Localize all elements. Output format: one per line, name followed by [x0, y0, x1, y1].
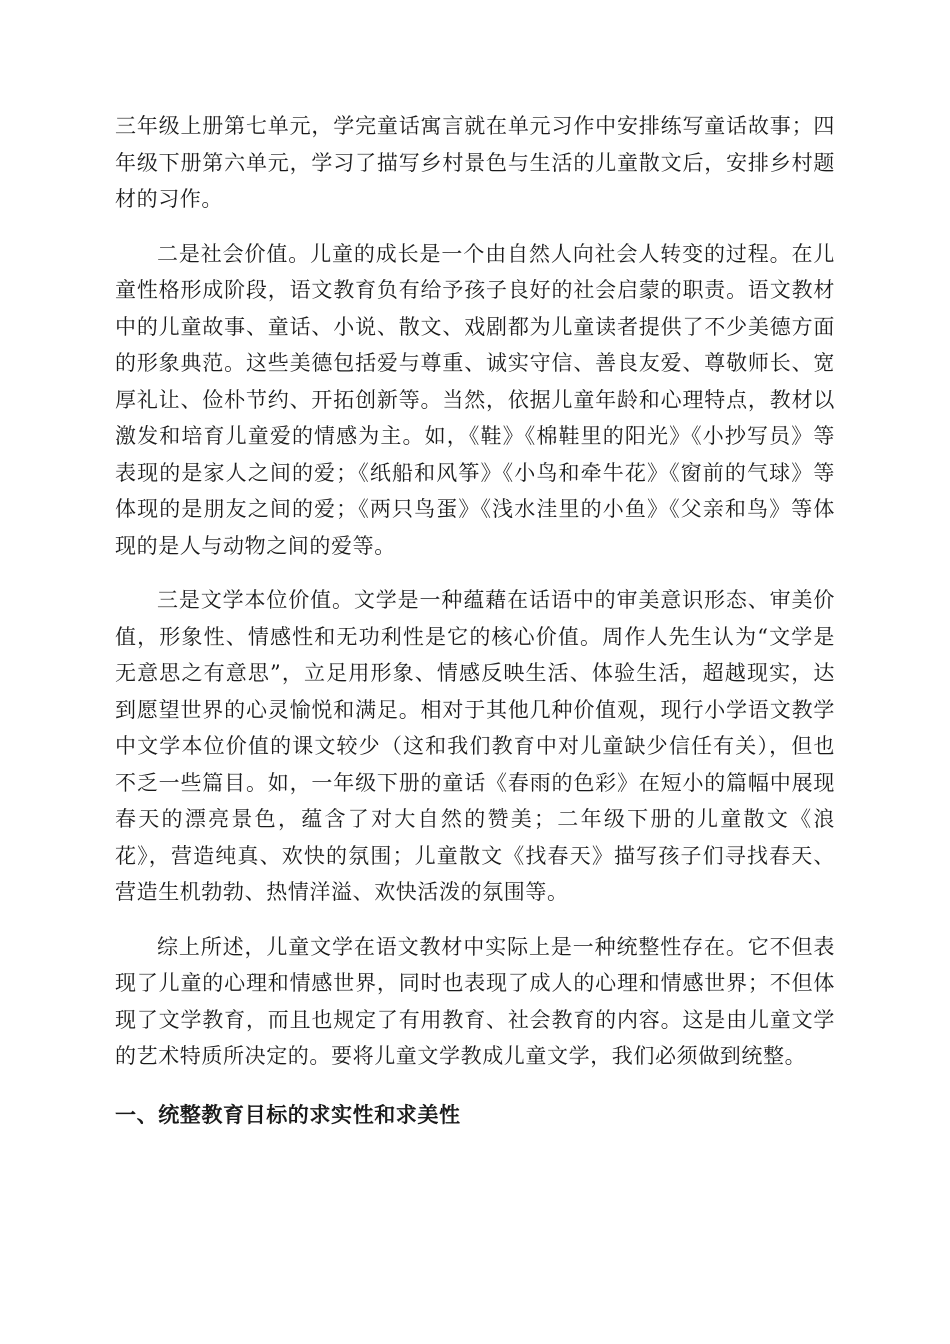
section-heading: 一、统整教育目标的求实性和求美性 — [115, 1101, 461, 1127]
paragraph-summary: 综上所述，儿童文学在语文教材中实际上是一种统整性存在。它不但表现了儿童的心理和情感世界，同时也表现了成人的心理和情感世界；不但体现了文学教育，而且也规定了有用教育、社会教育的内容。这是由儿童文学的艺术特质所决定的。要将儿童文学教成儿童文学，我们必须做到统整。 — [115, 934, 835, 1068]
document-page — [115, 108, 835, 1133]
paragraph-social-value: 二是社会价值。儿童的成长是一个由自然人向社会人转变的过程。在儿童性格形成阶段，语文教育负有给予孩子良好的社会启蒙的职责。语文教材中的儿童故事、童话、小说、散文、戏剧都为儿童读者提供了不少美德方面的形象典范。这些美德包括爱与尊重、诚实守信、善良友爱、尊敬师长、宽厚礼让、俭朴节约、开拓创新等。当然，依据儿童年龄和心理特点，教材以激发和培育儿童爱的情感为主。如，《鞋》《棉鞋里的阳光》《小抄写员》等表现的是家人之间的爱；《纸船和风筝》《小鸟和牵牛花》《窗前的气球》等体现的是朋友之间的爱；《两只鸟蛋》《浅水洼里的小鱼》《父亲和鸟》等体现的是人与动物之间的爱等。 — [115, 241, 835, 558]
paragraph-literary-value: 三是文学本位价值。文学是一种蕴藉在话语中的审美意识形态、审美价值，形象性、情感性和无功利性是它的核心价值。周作人先生认为“文学是无意思之有意思”，立足用形象、情感反映生活、体验生活，超越现实，达到愿望世界的心灵愉悦和满足。相对于其他几种价值观，现行小学语文教学中文学本位价值的课文较少（这和我们教育中对儿童缺少信任有关），但也不乏一些篇目。如，一年级下册的童话《春雨的色彩》在短小的篇幅中展现春天的漂亮景色，蕴含了对大自然的赞美；二年级下册的儿童散文《浪花》，营造纯真、欢快的氛围；儿童散文《找春天》描写孩子们寻找春天、营造生机勃勃、热情洋溢、欢快活泼的氛围等。 — [115, 588, 835, 904]
paragraph-continuation: 三年级上册第七单元，学完童话寓言就在单元习作中安排练写童话故事；四年级下册第六单元，学习了描写乡村景色与生活的儿童散文后，安排乡村题材的习作。 — [115, 114, 835, 211]
